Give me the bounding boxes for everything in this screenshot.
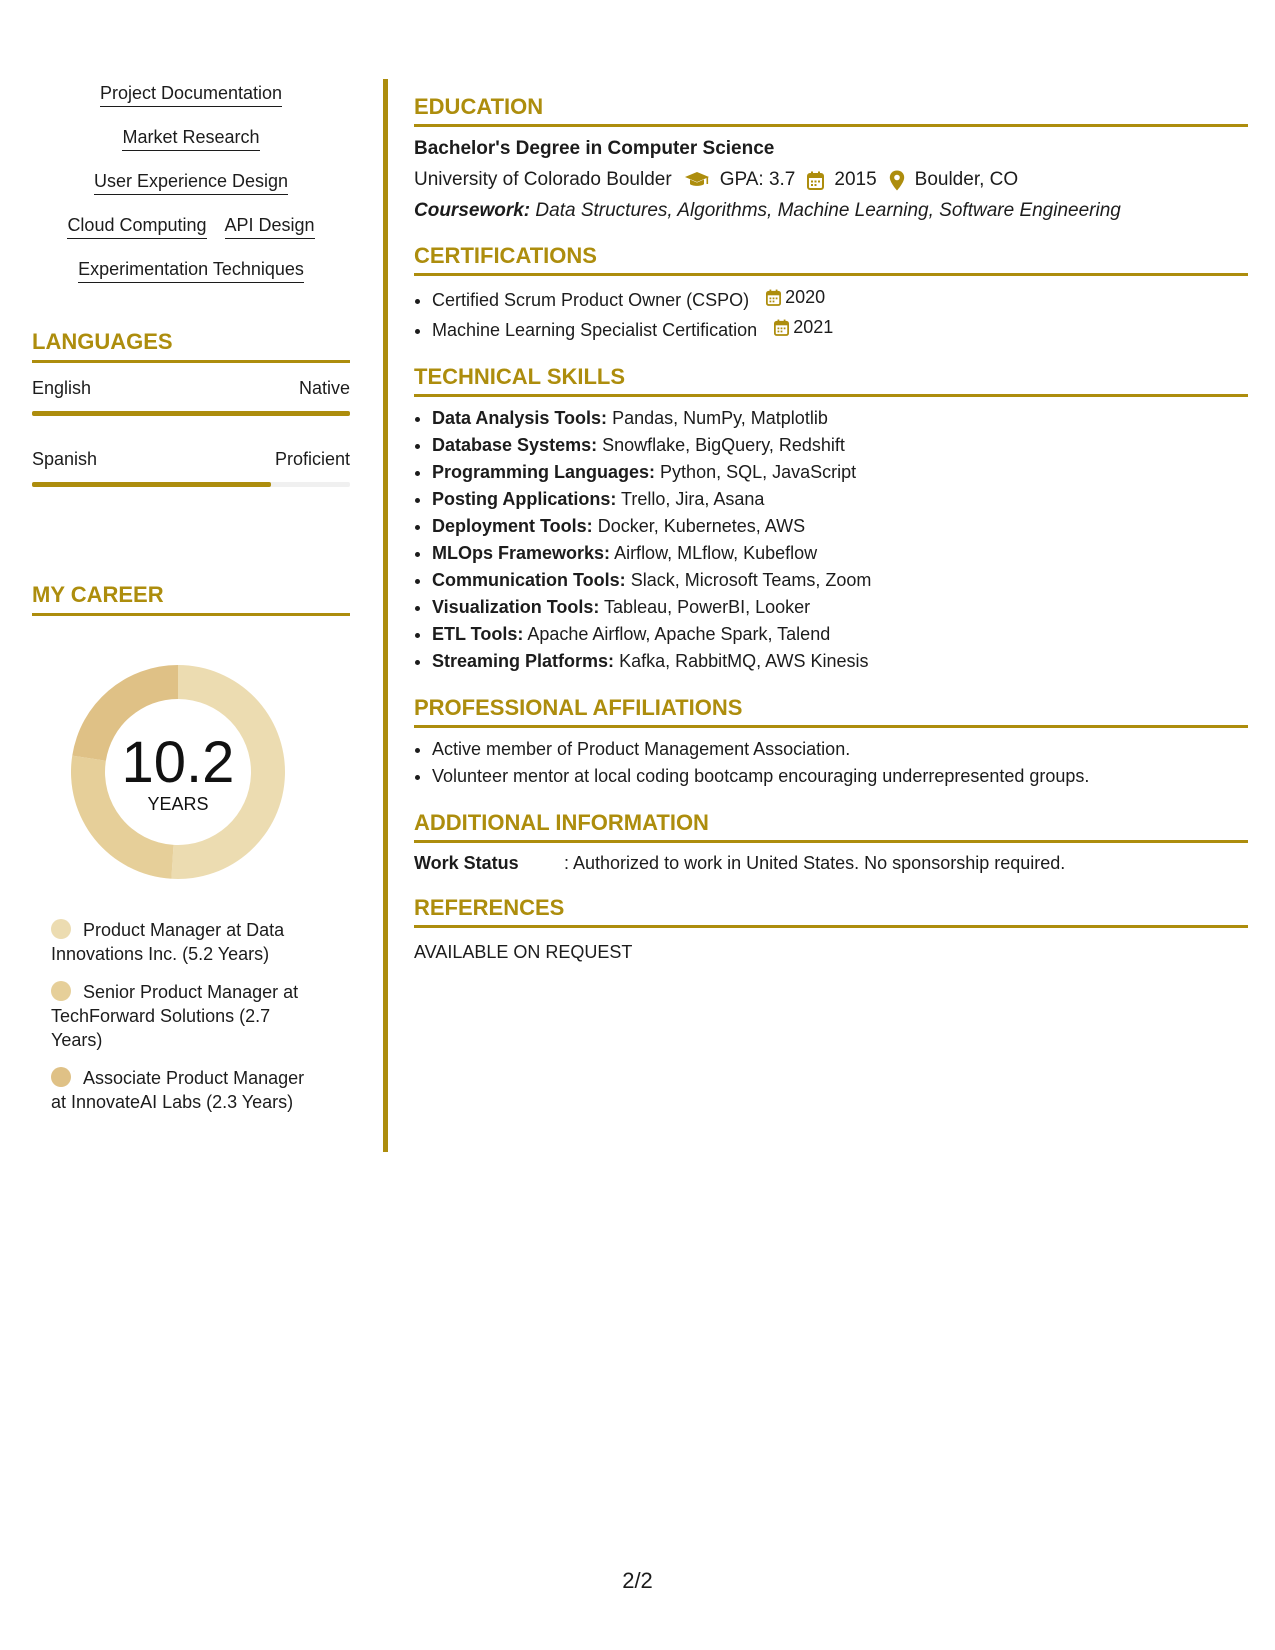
language-name: Spanish xyxy=(32,449,98,469)
technical-skill-value: Docker, Kubernetes, AWS xyxy=(597,516,806,536)
additional-info-section xyxy=(414,810,1248,875)
technical-skill-item xyxy=(432,486,1248,513)
language-row xyxy=(32,448,350,487)
technical-skill-value: Snowflake, BigQuery, Redshift xyxy=(602,435,845,455)
education-section xyxy=(414,94,1248,223)
work-status-value: : Authorized to work in United States. No sponsorship required. xyxy=(564,853,1066,873)
technical-skill-value: Tableau, PowerBI, Looker xyxy=(604,597,811,617)
technical-skills-list xyxy=(414,405,1248,675)
technical-skill-item xyxy=(432,405,1248,432)
technical-skill-label: Deployment Tools: xyxy=(432,516,593,536)
left-column xyxy=(32,82,350,1112)
technical-skill-item xyxy=(432,432,1248,459)
graduation-year: 2015 xyxy=(834,169,877,190)
map-pin-icon xyxy=(889,170,905,191)
legend-dot xyxy=(51,919,71,939)
technical-skill-label: Communication Tools: xyxy=(432,570,626,590)
references-text: AVAILABLE ON REQUEST xyxy=(414,942,633,962)
skills-cloud xyxy=(32,82,350,283)
gpa: GPA: 3.7 xyxy=(719,169,796,190)
technical-skill-item xyxy=(432,594,1248,621)
career-section xyxy=(32,582,350,1128)
technical-skills-section xyxy=(414,364,1248,675)
certifications-list xyxy=(414,284,1248,344)
technical-skill-label: Visualization Tools: xyxy=(432,597,600,617)
technical-skill-label: MLOps Frameworks: xyxy=(432,543,611,563)
education-meta xyxy=(414,168,1248,192)
affiliations-heading: PROFESSIONAL AFFILIATIONS xyxy=(414,695,1248,728)
skill-tag: API Design xyxy=(225,214,315,239)
work-status-row xyxy=(414,851,1248,875)
technical-skill-item xyxy=(432,459,1248,486)
column-divider xyxy=(383,79,388,1152)
legend-label: Associate Product Manager at InnovateAI Labs (2.3 Years) xyxy=(51,1068,305,1112)
technical-skill-label: Database Systems: xyxy=(432,435,598,455)
calendar-icon xyxy=(807,171,824,190)
right-column xyxy=(414,94,1248,984)
coursework-list: Data Structures, Algorithms, Machine Learning, Software Engineering xyxy=(535,200,1121,221)
legend-item xyxy=(51,1066,321,1114)
skill-tag: Experimentation Techniques xyxy=(78,258,304,283)
language-bar xyxy=(32,482,350,487)
references-section xyxy=(414,895,1248,964)
language-name: English xyxy=(32,378,92,398)
career-donut-chart xyxy=(66,660,290,884)
calendar-icon xyxy=(766,289,781,306)
legend-item xyxy=(51,918,321,966)
technical-skill-label: Programming Languages: xyxy=(432,462,656,482)
affiliation-item: • Active member of Product Management Association. xyxy=(432,736,1248,763)
education-heading: EDUCATION xyxy=(414,94,1248,127)
technical-skill-value: Slack, Microsoft Teams, Zoom xyxy=(630,570,872,590)
technical-skill-item xyxy=(432,621,1248,648)
coursework-label: Coursework: xyxy=(414,200,531,221)
language-level: Proficient xyxy=(274,449,350,469)
language-bar-fill xyxy=(32,482,271,487)
technical-skill-label: Posting Applications: xyxy=(432,489,617,509)
technical-skill-value: Airflow, MLflow, Kubeflow xyxy=(614,543,818,563)
calendar-icon xyxy=(774,319,789,336)
technical-skill-label: Data Analysis Tools: xyxy=(432,408,608,428)
technical-skill-value: Pandas, NumPy, Matplotlib xyxy=(612,408,828,428)
career-total-unit: YEARS xyxy=(147,794,209,814)
references-heading: REFERENCES xyxy=(414,895,1248,928)
affiliation-item: • Volunteer mentor at local coding bootcamp encouraging underrepresented groups. xyxy=(432,763,1248,790)
skill-tag: User Experience Design xyxy=(94,170,288,195)
certification-year: 2021 xyxy=(793,317,834,337)
career-total-value: 10.2 xyxy=(121,730,235,795)
technical-skill-value: Trello, Jira, Asana xyxy=(621,489,765,509)
degree-title: Bachelor's Degree in Computer Science xyxy=(414,138,775,159)
technical-skills-heading: TECHNICAL SKILLS xyxy=(414,364,1248,397)
coursework xyxy=(414,199,1248,223)
language-bar xyxy=(32,411,350,416)
page-number: 2/2 xyxy=(622,1568,653,1593)
technical-skill-label: Streaming Platforms: xyxy=(432,651,615,671)
certifications-heading: CERTIFICATIONS xyxy=(414,243,1248,276)
skill-tag: Cloud Computing xyxy=(67,214,206,239)
language-bar-fill xyxy=(32,411,350,416)
additional-info-heading: ADDITIONAL INFORMATION xyxy=(414,810,1248,843)
education-location: Boulder, CO xyxy=(914,169,1019,190)
certification-year: 2020 xyxy=(785,287,826,307)
work-status-label: Work Status xyxy=(414,853,519,873)
certifications-section xyxy=(414,243,1248,344)
technical-skill-item xyxy=(432,648,1248,675)
technical-skill-value: Apache Airflow, Apache Spark, Talend xyxy=(527,624,831,644)
skill-tag: Project Documentation xyxy=(100,82,282,107)
legend-dot xyxy=(51,981,71,1001)
legend-item xyxy=(51,980,321,1052)
certification-name: Machine Learning Specialist Certification xyxy=(432,320,758,340)
technical-skill-item xyxy=(432,513,1248,540)
certification-item xyxy=(432,284,1248,314)
school-name: University of Colorado Boulder xyxy=(414,169,672,190)
career-heading: MY CAREER xyxy=(32,582,350,616)
certification-name: Certified Scrum Product Owner (CSPO) xyxy=(432,290,750,310)
career-legend xyxy=(32,918,321,1114)
affiliations-list xyxy=(414,736,1248,790)
technical-skill-item xyxy=(432,540,1248,567)
legend-label: Product Manager at Data Innovations Inc. (5.2 Years) xyxy=(51,920,285,964)
skill-tag: Market Research xyxy=(122,126,259,151)
language-level: Native xyxy=(298,378,350,398)
languages-section xyxy=(32,329,350,487)
graduation-cap-icon xyxy=(684,171,710,189)
legend-dot xyxy=(51,1067,71,1087)
technical-skill-value: Python, SQL, JavaScript xyxy=(660,462,857,482)
certification-item xyxy=(432,314,1248,344)
affiliations-section xyxy=(414,695,1248,790)
language-row xyxy=(32,377,350,416)
legend-label: Senior Product Manager at TechForward Solutions (2.7 Years) xyxy=(51,982,299,1050)
technical-skill-item xyxy=(432,567,1248,594)
technical-skill-value: Kafka, RabbitMQ, AWS Kinesis xyxy=(619,651,869,671)
languages-heading: LANGUAGES xyxy=(32,329,350,363)
technical-skill-label: ETL Tools: xyxy=(432,624,524,644)
